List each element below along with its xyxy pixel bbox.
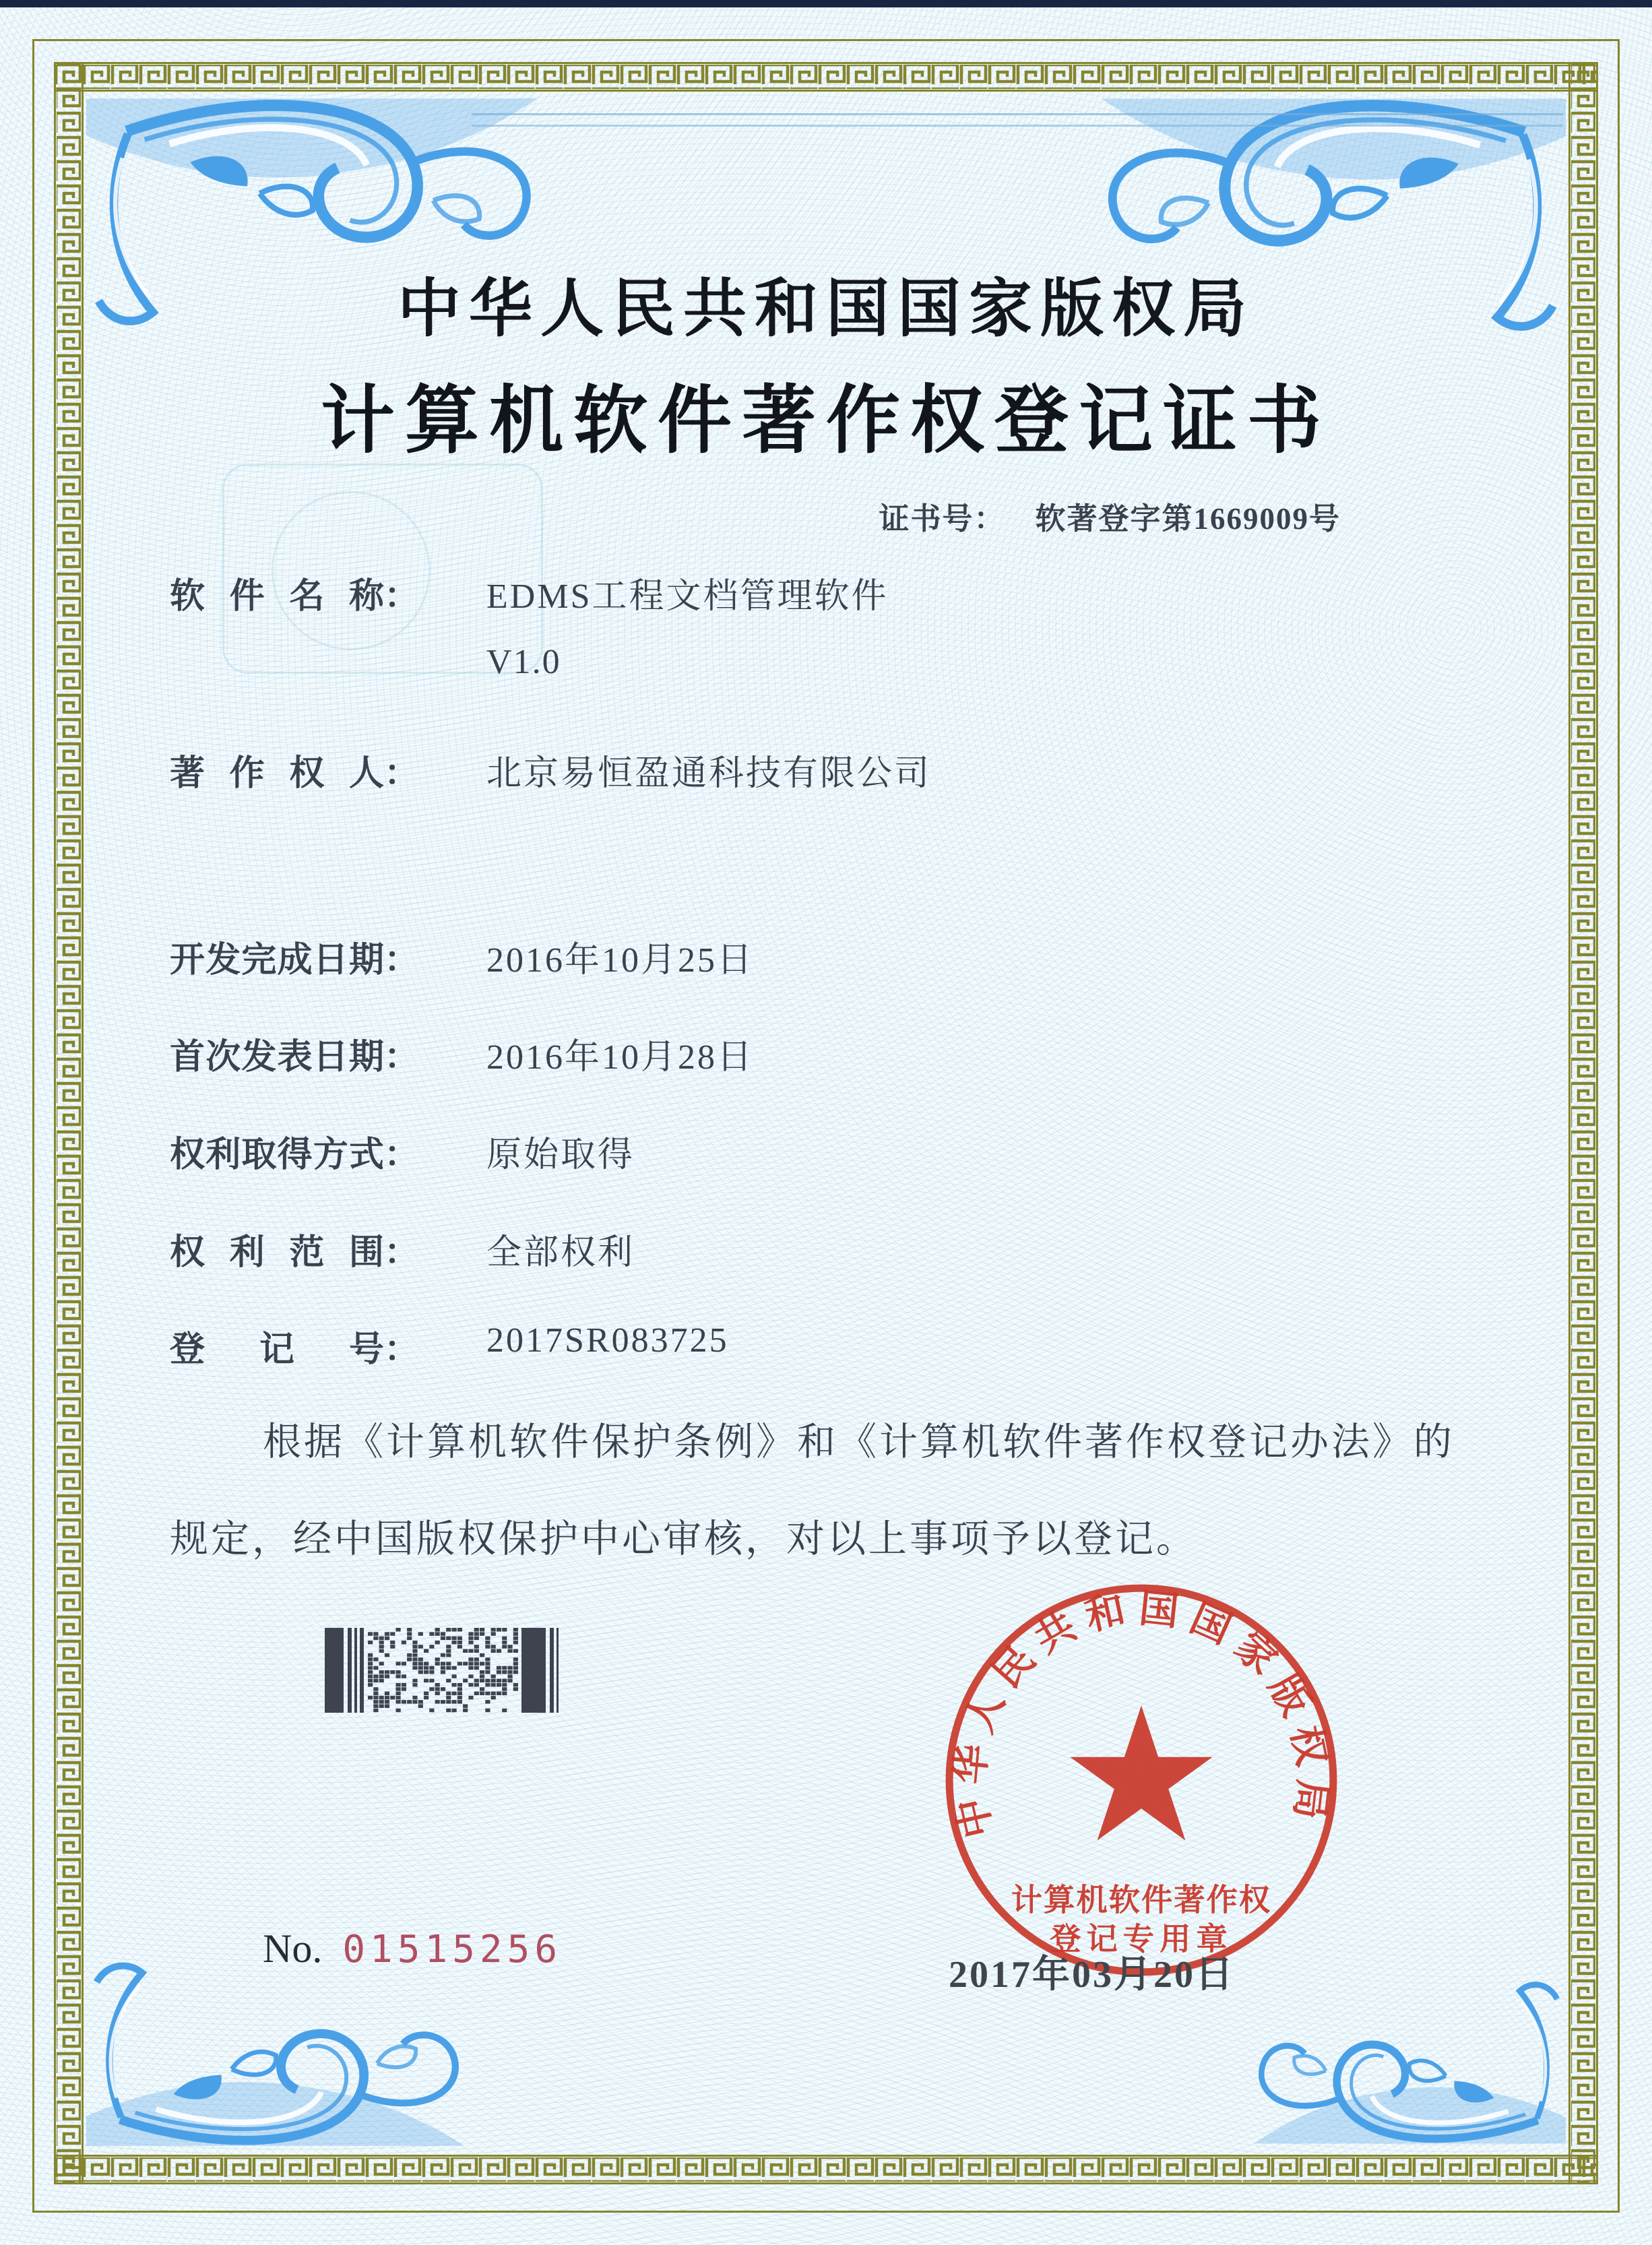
- official-seal: [938, 1577, 1345, 1984]
- greek-key-border-bottom: [54, 2155, 1598, 2184]
- field-colon: ：: [384, 755, 420, 793]
- certificate-number-label: 证书号：: [879, 502, 1006, 536]
- field-colon: ：: [384, 941, 420, 980]
- issuer-title: 中华人民共和国国家版权局: [397, 274, 1254, 344]
- field-label: 登记号: [170, 1331, 384, 1369]
- field-row-registration-number: [170, 1321, 729, 1371]
- field-value-line: 2016年10月28日: [486, 1038, 755, 1077]
- field-value-line: 北京易恒盈通科技有限公司: [486, 755, 932, 793]
- field-value: [486, 931, 754, 982]
- field-row-software-name: [170, 567, 889, 682]
- field-colon: ：: [384, 577, 420, 616]
- field-value: [486, 1224, 635, 1274]
- field-value-line: EDMS工程文档管理软件: [486, 577, 889, 616]
- serial-number: [263, 1926, 562, 1972]
- statement-line-2: 规定，经中国版权保护中心审核，对以上事项予以登记。: [170, 1518, 1197, 1560]
- seal-ring-text: 中华人民共和国国家版权局: [947, 1586, 1335, 1842]
- certificate-number: [879, 494, 1341, 538]
- field-value-line: 原始取得: [486, 1136, 635, 1174]
- field-value: [486, 567, 888, 682]
- field-label: 权利取得方式: [170, 1136, 384, 1174]
- field-row-rights-acquisition: [170, 1126, 635, 1176]
- serial-number-label: No.: [263, 1926, 323, 1971]
- field-value: [486, 1321, 729, 1360]
- statement-line-1: 根据《计算机软件保护条例》和《计算机软件著作权登记办法》的: [263, 1421, 1455, 1463]
- field-row-rights-scope: [170, 1224, 635, 1274]
- field-row-dev-complete-date: [170, 931, 754, 982]
- serial-number-value: 01515256: [342, 1928, 563, 1971]
- certificate-title: 计算机软件著作权登记证书: [321, 380, 1331, 462]
- field-value-line: 2017SR083725: [486, 1321, 729, 1360]
- guilloche-line: [472, 113, 1563, 127]
- seal-issue-date: 2017年03月20日: [949, 1954, 1235, 1996]
- field-label: 开发完成日期: [170, 941, 384, 980]
- barcode: [325, 1628, 562, 1713]
- field-colon: ：: [384, 1038, 420, 1077]
- seal-caption-line2: 登记专用章: [1050, 1922, 1233, 1957]
- greek-key-border-top: [54, 62, 1598, 92]
- field-row-first-publish-date: [170, 1028, 754, 1079]
- field-colon: ：: [384, 1234, 420, 1272]
- field-row-copyright-owner: [170, 745, 931, 795]
- field-value: [486, 1028, 754, 1079]
- seal-star-icon: [1070, 1705, 1212, 1840]
- field-label: 著作权人: [170, 755, 384, 793]
- field-value: [486, 745, 931, 795]
- field-value: [486, 1126, 635, 1176]
- field-value-line: 全部权利: [486, 1234, 635, 1272]
- field-colon: ：: [384, 1331, 420, 1369]
- field-label: 首次发表日期: [170, 1038, 384, 1077]
- seal-caption-line1: 计算机软件著作权: [1011, 1883, 1272, 1918]
- certificate-number-value: 软著登字第1669009号: [1035, 502, 1341, 536]
- field-label: 权利范围: [170, 1234, 384, 1272]
- software-version-line: V1.0: [486, 643, 561, 681]
- field-colon: ：: [384, 1136, 420, 1174]
- field-value-line: 2016年10月25日: [486, 941, 755, 980]
- scan-edge-strip: [0, 0, 1652, 7]
- field-label: 软件名称: [170, 577, 384, 616]
